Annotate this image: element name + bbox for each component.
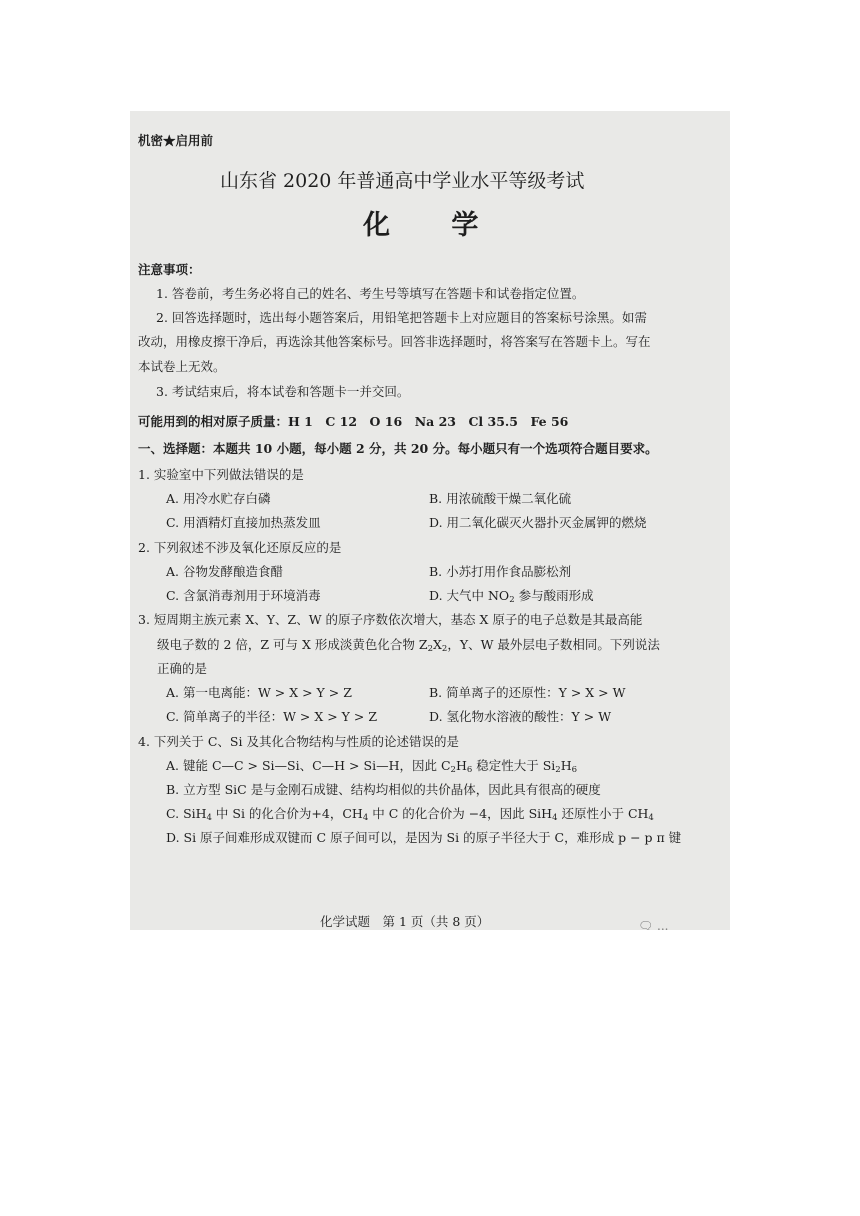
q3-option-b: B. 简单离子的还原性：Y > X > W xyxy=(429,685,626,700)
q3-option-a: A. 第一电离能：W > X > Y > Z xyxy=(166,685,352,700)
page-footer: 化学试题 第 1 页（共 8 页） xyxy=(320,914,490,929)
q4-stem: 4. 下列关于 C、Si 及其化合物结构与性质的论述错误的是 xyxy=(138,734,459,749)
q2-option-d: D. 大气中 $NO_2$ 参与酸雨形成 xyxy=(429,588,594,605)
note-2-line-2: 改动，用橡皮擦干净后，再选涂其他答案标号。回答非选择题时，将答案写在答题卡上。写在 xyxy=(138,334,651,349)
q4-option-a: A. 键能 C—C > Si—Si、C—H > Si—H，因此 $C_2H_6$ 稳定性大于 $Si_2H_6$ xyxy=(166,758,578,775)
exam-page xyxy=(130,111,730,930)
notes-heading: 注意事项： xyxy=(138,262,201,277)
q4-option-c: C. SiH$_4$ 中 Si 的化合价为+4，$CH_4$ 中 C 的化合价为 −4，因此 SiH$_4$ 还原性小于 $CH_4$ xyxy=(166,806,654,823)
exam-title: 山东省 2020 年普通高中学业水平等级考试 xyxy=(220,170,585,192)
q4-option-b: B. 立方型 SiC 是与金刚石成键、结构均相似的共价晶体，因此具有很高的硬度 xyxy=(166,782,601,797)
note-2-line-3: 本试卷上无效。 xyxy=(138,359,226,374)
note-3: 3. 考试结束后，将本试卷和答题卡一并交回。 xyxy=(156,384,410,399)
q3-option-c: C. 简单离子的半径：W > X > Y > Z xyxy=(166,709,378,724)
confidential-label: 机密★启用前 xyxy=(138,133,214,148)
q2-option-b: B. 小苏打用作食品膨松剂 xyxy=(429,564,572,579)
q4-option-d: D. Si 原子间难形成双键而 C 原子间可以，是因为 Si 的原子半径大于 C，难形成 p − p π 键 xyxy=(166,830,682,845)
q3-option-d: D. 氢化物水溶液的酸性：Y > W xyxy=(429,709,612,724)
q1-option-a: A. 用冷水贮存白磷 xyxy=(166,491,271,506)
q1-option-b: B. 用浓硫酸干燥二氧化硫 xyxy=(429,491,572,506)
q1-stem: 1. 实验室中下列做法错误的是 xyxy=(138,467,304,482)
q2-option-a: A. 谷物发酵酿造食醋 xyxy=(166,564,283,579)
note-2-line-1: 2. 回答选择题时，选出每小题答案后，用铅笔把答题卡上对应题目的答案标号涂黑。如需 xyxy=(156,310,647,325)
subject-title: 化 学 xyxy=(363,210,505,241)
q2-option-c: C. 含氯消毒剂用于环境消毒 xyxy=(166,588,321,603)
q3-stem-line-3: 正确的是 xyxy=(157,661,208,676)
q3-stem-line-2: 级电子数的 2 倍，Z 可与 X 形成淡黄色化合物 $Z_2X_2$，Y、W 最外层电子数相同。下列说法 xyxy=(157,637,660,654)
watermark: 🗨 ... xyxy=(638,919,669,930)
section-1-heading: 一、选择题：本题共 10 小题，每小题 2 分，共 20 分。每小题只有一个选项符合题目要求。 xyxy=(138,441,658,456)
atomic-masses: 可能用到的相对原子质量：H 1 C 12 O 16 Na 23 Cl 35.5 Fe 56 xyxy=(138,414,569,429)
note-1: 1. 答卷前，考生务必将自己的姓名、考生号等填写在答题卡和试卷指定位置。 xyxy=(156,286,585,301)
q3-stem-line-1: 3. 短周期主族元素 X、Y、Z、W 的原子序数依次增大，基态 X 原子的电子总数是其最高能 xyxy=(138,612,643,627)
q1-option-d: D. 用二氧化碳灭火器扑灭金属钾的燃烧 xyxy=(429,515,647,530)
q1-option-c: C. 用酒精灯直接加热蒸发皿 xyxy=(166,515,321,530)
q2-stem: 2. 下列叙述不涉及氧化还原反应的是 xyxy=(138,540,342,555)
